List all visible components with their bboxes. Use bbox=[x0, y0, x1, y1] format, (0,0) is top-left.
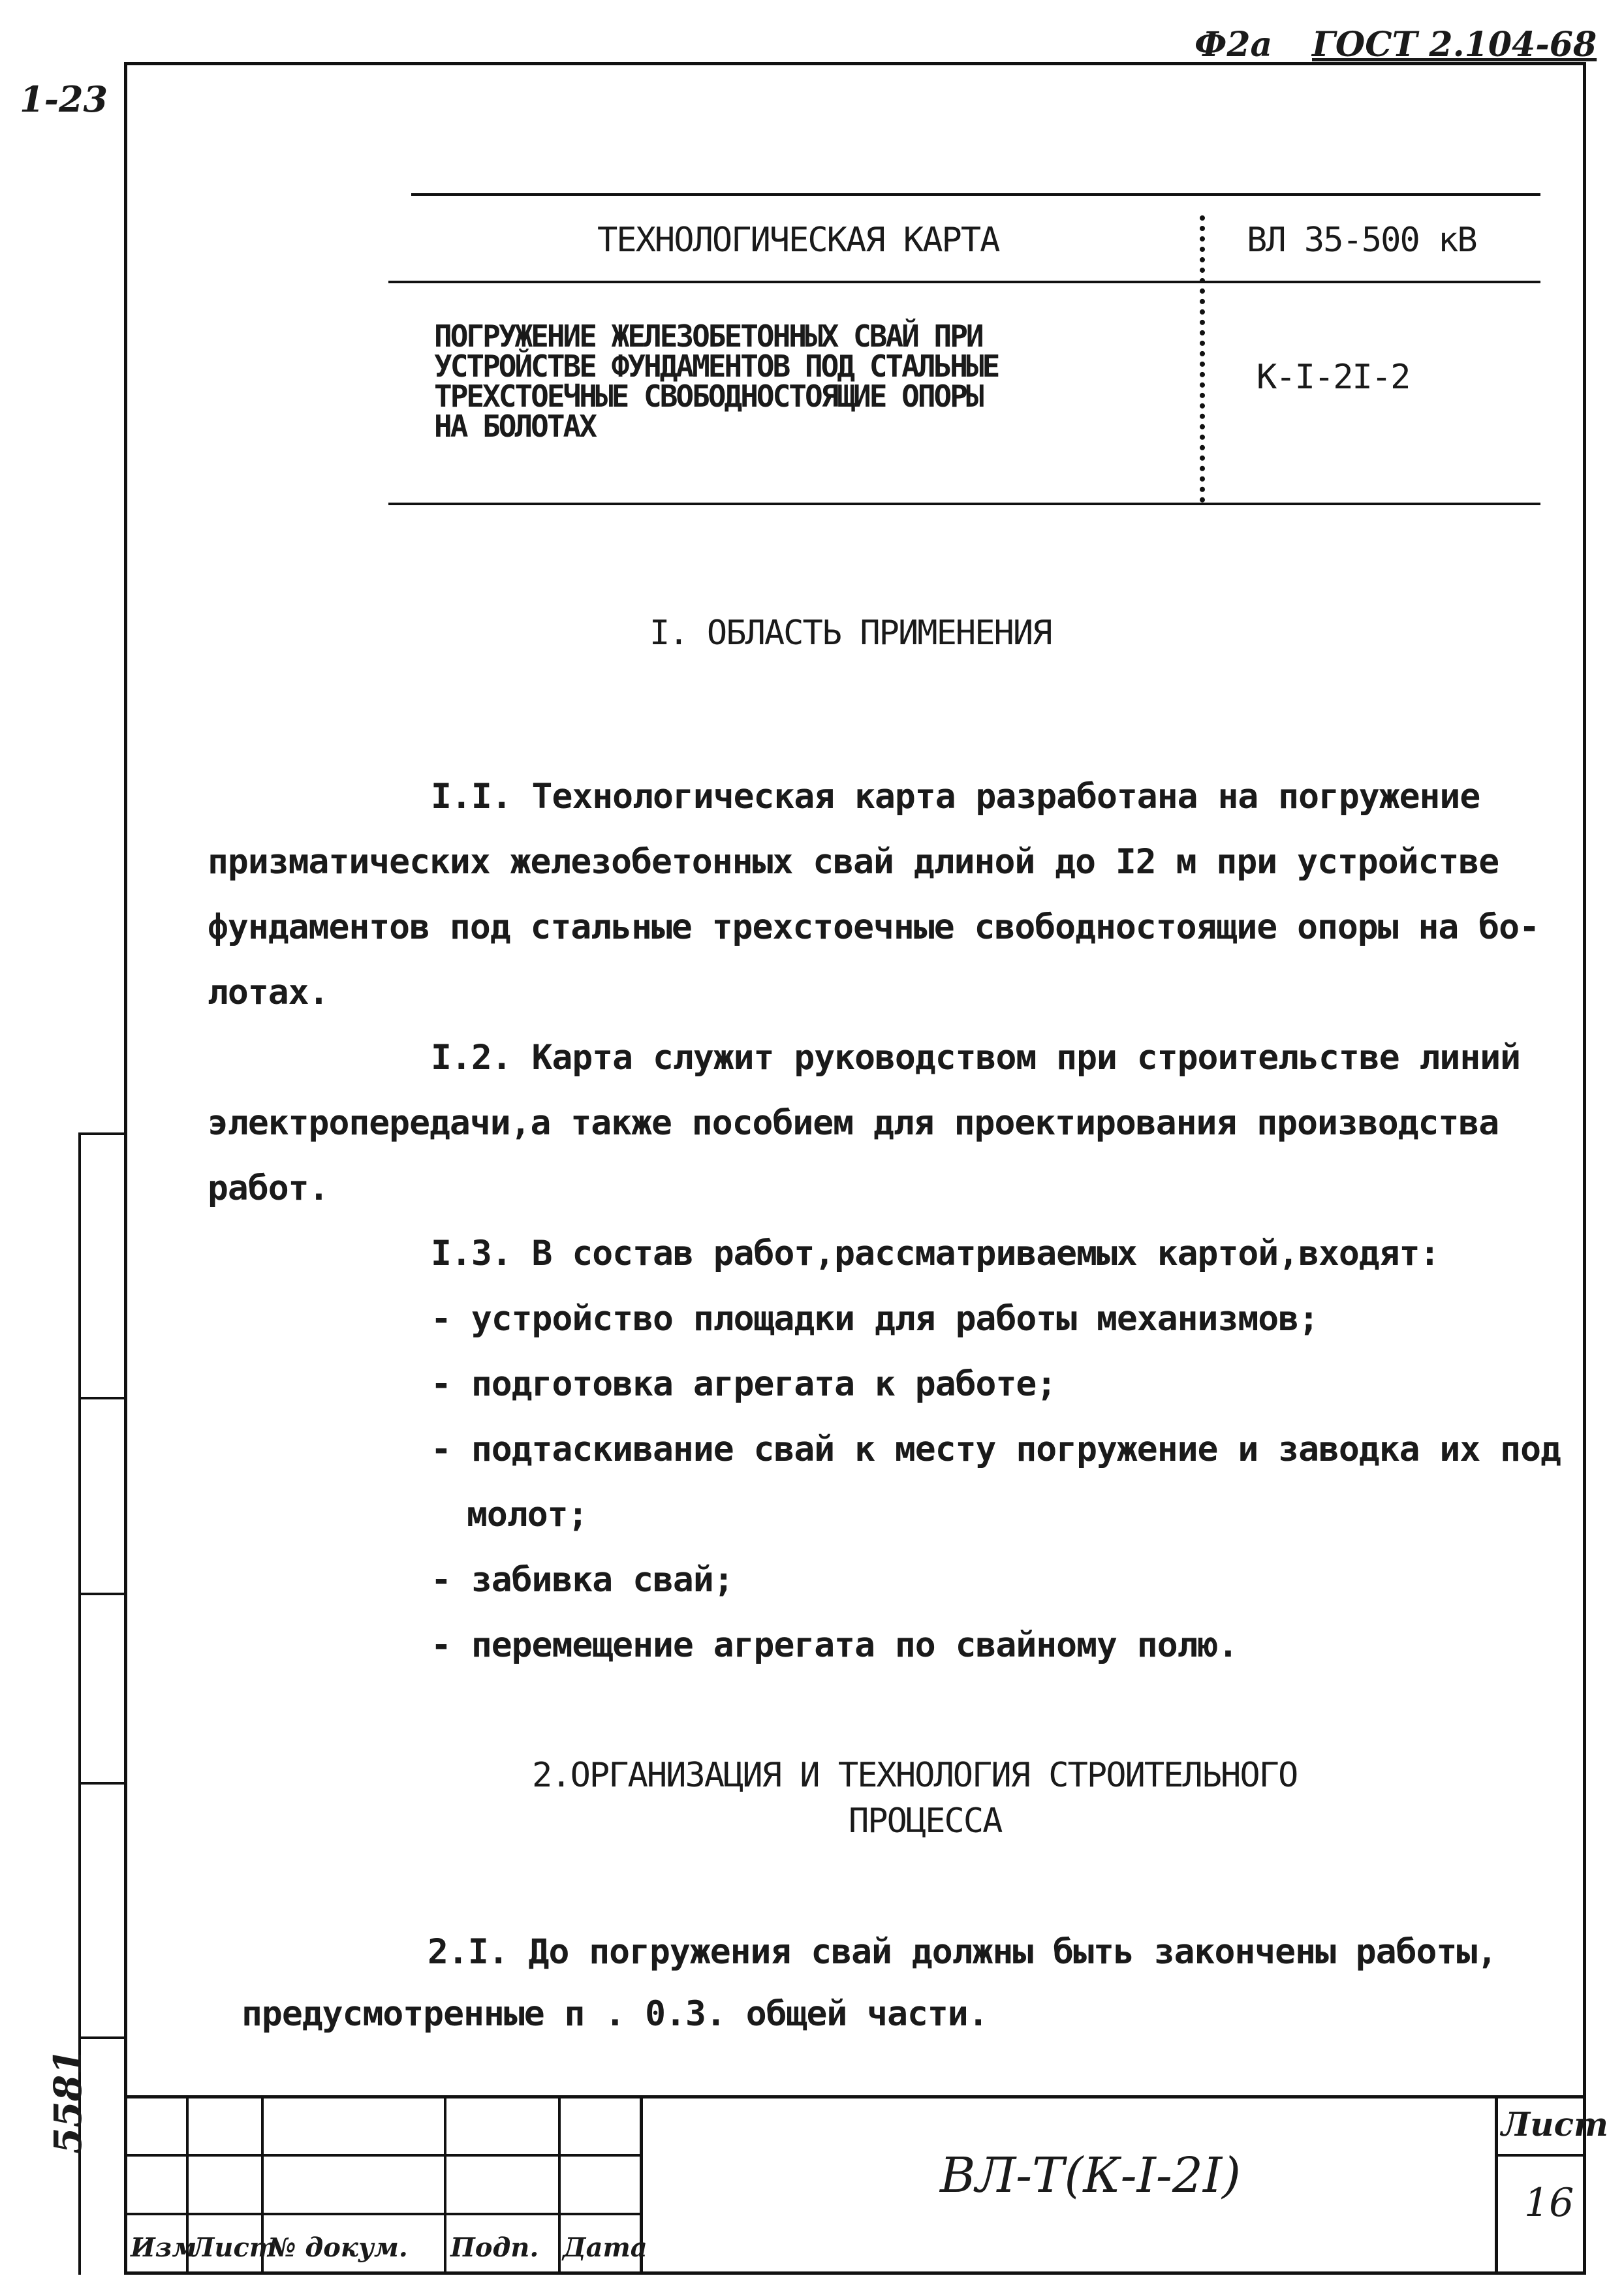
s1-line-2: призматических железобетонных свай длиной до I2 м при устройстве bbox=[208, 842, 1499, 882]
stamp-col-label-doc: № докум. bbox=[268, 2232, 408, 2263]
sheet-label: Лист bbox=[1501, 2105, 1608, 2144]
title-line-3: ТРЕХСТОЕЧНЫЕ СВОБОДНОСТОЯЩИЕ ОПОРЫ bbox=[434, 379, 982, 414]
inventory-number: 5581 bbox=[46, 2048, 90, 2154]
stamp-col-label-sign: Подп. bbox=[450, 2232, 539, 2263]
section-1-heading: I. ОБЛАСТЬ ПРИМЕНЕНИЯ bbox=[649, 614, 1052, 653]
margin-rule-5 bbox=[78, 2036, 124, 2039]
stamp-sheet-divider bbox=[1495, 2095, 1498, 2275]
s1-list-item-3-cont: молот; bbox=[467, 1495, 588, 1535]
margin-rule-2 bbox=[78, 1397, 124, 1399]
s1-line-5: I.2. Карта служит руководством при строительстве линий bbox=[431, 1038, 1521, 1078]
stamp-row-2 bbox=[124, 2213, 640, 2215]
s1-line-6: электропередачи,а также пособием для проектирования производства bbox=[208, 1103, 1499, 1143]
s1-list-item-5: - перемещение агрегата по свайному полю. bbox=[431, 1625, 1238, 1665]
stamp-col-label-izm: Изм bbox=[131, 2232, 197, 2263]
margin-rule-3 bbox=[78, 1593, 124, 1595]
s1-line-3: фундаментов под стальные трехстоечные свободностоящие опоры на бо- bbox=[208, 907, 1539, 947]
s1-line-7: работ. bbox=[208, 1168, 329, 1208]
title-line-1: ПОГРУЖЕНИЕ ЖЕЛЕЗОБЕТОННЫХ СВАЙ ПРИ bbox=[434, 319, 982, 354]
stamp-top-rule bbox=[124, 2095, 1586, 2098]
s1-line-8: I.3. В состав работ,рассматриваемых картой,входят: bbox=[431, 1234, 1440, 1273]
header-dotted-divider bbox=[1200, 215, 1205, 503]
header-bottom-rule bbox=[388, 503, 1540, 505]
sheet-number: 16 bbox=[1524, 2180, 1574, 2226]
card-code: К-I-2I-2 bbox=[1257, 358, 1410, 397]
s2-line-2: предусмотренные п . 0.3. общей части. bbox=[242, 1994, 988, 2034]
stamp-col-label-list: Лист bbox=[191, 2232, 277, 2263]
section-2-heading-line-1: 2.ОРГАНИЗАЦИЯ И ТЕХНОЛОГИЯ СТРОИТЕЛЬНОГО bbox=[532, 1756, 1298, 1795]
card-type-label: ТЕХНОЛОГИЧЕСКАЯ КАРТА bbox=[597, 221, 999, 260]
document-title bbox=[434, 319, 999, 444]
s1-line-1: I.I. Технологическая карта разработана на погружение bbox=[431, 777, 1480, 817]
header-top-rule bbox=[411, 193, 1540, 196]
stamp-sheet-rule bbox=[1495, 2154, 1586, 2157]
left-page-mark: 1-23 bbox=[20, 78, 108, 120]
stamp-col-4 bbox=[558, 2095, 561, 2275]
s1-list-item-2: - подготовка агрегата к работе; bbox=[431, 1364, 1057, 1404]
s2-line-1: 2.I. До погружения свай должны быть закончены работы, bbox=[428, 1932, 1497, 1972]
document-designation: ВЛ-Т(К-I-2I) bbox=[940, 2147, 1241, 2204]
s1-list-item-1: - устройство площадки для работы механизмов; bbox=[431, 1299, 1319, 1339]
s1-list-item-4: - забивка свай; bbox=[431, 1560, 734, 1600]
standard-mark: ГОСТ 2.104-68 bbox=[1312, 25, 1597, 65]
section-2-heading-line-2: ПРОЦЕССА bbox=[849, 1802, 1002, 1841]
s1-line-4: лотах. bbox=[208, 973, 329, 1012]
title-line-4: НА БОЛОТАХ bbox=[434, 409, 595, 444]
voltage-label: ВЛ 35-500 кВ bbox=[1247, 221, 1476, 260]
margin-rule-4 bbox=[78, 1782, 124, 1785]
margin-rule-1 bbox=[78, 1132, 124, 1135]
title-line-2: УСТРОЙСТВЕ ФУНДАМЕНТОВ ПОД СТАЛЬНЫЕ bbox=[434, 349, 999, 384]
s1-list-item-3: - подтаскивание свай к месту погружение и заводка их под bbox=[431, 1429, 1561, 1469]
header-middle-rule bbox=[388, 281, 1540, 283]
stamp-col-3 bbox=[444, 2095, 446, 2275]
stamp-row-1 bbox=[124, 2154, 640, 2157]
stamp-col-label-date: Дата bbox=[563, 2232, 648, 2263]
format-mark: Ф2а bbox=[1195, 25, 1273, 65]
